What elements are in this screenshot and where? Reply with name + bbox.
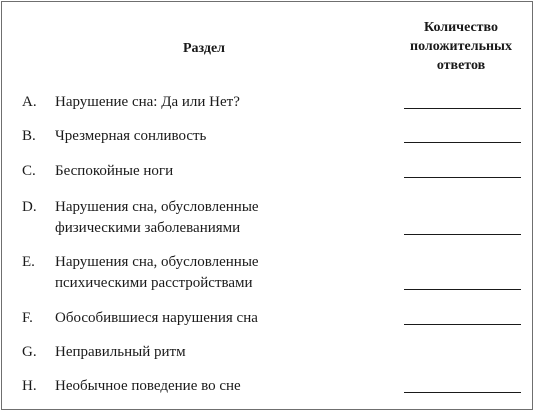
table-row-b bbox=[2, 126, 534, 147]
answer-blank-line[interactable] bbox=[404, 392, 521, 393]
answer-blank-line[interactable] bbox=[404, 234, 521, 235]
row-label bbox=[55, 197, 385, 239]
column-header-count-line: положительных bbox=[410, 39, 512, 54]
row-letter: E. bbox=[22, 254, 35, 270]
answer-blank-line[interactable] bbox=[404, 177, 521, 178]
row-letter: H. bbox=[22, 378, 37, 394]
row-label-line: Необычное поведение во сне bbox=[55, 378, 241, 394]
row-letter: A. bbox=[22, 94, 37, 110]
row-label bbox=[55, 252, 385, 294]
column-header-section-text: Раздел bbox=[182, 41, 226, 56]
table-row-g bbox=[2, 342, 534, 363]
table-row-f bbox=[2, 308, 534, 329]
column-header-section bbox=[162, 39, 246, 58]
row-letter: G. bbox=[22, 344, 37, 360]
table-row-h bbox=[2, 376, 534, 397]
row-label bbox=[55, 376, 385, 397]
row-label-line: Нарушения сна, обусловленные bbox=[55, 199, 259, 215]
questionnaire-table bbox=[1, 1, 533, 410]
row-letter: F. bbox=[22, 310, 33, 326]
row-label-line: психическими расстройствами bbox=[55, 275, 253, 291]
row-label bbox=[55, 126, 385, 147]
row-label-line: Беспокойные ноги bbox=[55, 163, 174, 179]
column-header-count bbox=[388, 18, 534, 75]
row-letter: D. bbox=[22, 199, 37, 215]
answer-blank-line[interactable] bbox=[404, 289, 521, 290]
table-row-a bbox=[2, 92, 534, 113]
row-label-line: физическими заболеваниями bbox=[55, 220, 241, 236]
column-header-count-line: Количество bbox=[423, 20, 499, 35]
row-label bbox=[55, 92, 385, 113]
answer-blank-line[interactable] bbox=[404, 108, 521, 109]
row-label-line: Нарушения сна, обусловленные bbox=[55, 254, 259, 270]
row-label-line: Чрезмерная сонливость bbox=[55, 128, 207, 144]
column-header-count-line: ответов bbox=[436, 58, 486, 73]
row-label bbox=[55, 161, 385, 182]
row-label-line: Обособившиеся нарушения сна bbox=[55, 310, 258, 326]
table-row-e bbox=[2, 252, 534, 294]
row-label bbox=[55, 308, 385, 329]
answer-blank-line[interactable] bbox=[404, 142, 521, 143]
row-letter: B. bbox=[22, 128, 36, 144]
row-letter: C. bbox=[22, 163, 36, 179]
table-row-c bbox=[2, 161, 534, 182]
answer-blank-line[interactable] bbox=[404, 324, 521, 325]
table-row-d bbox=[2, 197, 534, 239]
row-label bbox=[55, 342, 385, 363]
row-label-line: Неправильный ритм bbox=[55, 344, 186, 360]
row-label-line: Нарушение сна: Да или Нет? bbox=[55, 94, 240, 110]
